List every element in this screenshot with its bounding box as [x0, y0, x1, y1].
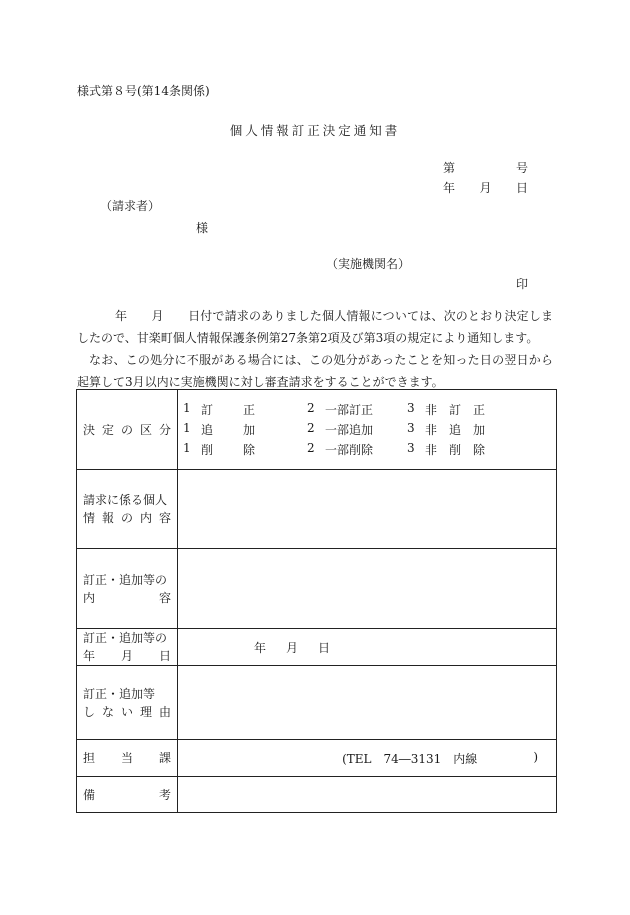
staff-value-field[interactable]: [178, 740, 557, 777]
remarks-label: 備 考: [83, 787, 171, 802]
content-label-cell: [77, 470, 178, 549]
correction-label-cell: [77, 549, 178, 629]
agency-label: （実施機関名）: [326, 257, 411, 271]
notice-paragraph: 年 月 日付で請求のありました個人情報については、次のとおり決定しましたので、甘楽町個人情報保護条例第27条第2項及び第3項の規定により通知します。: [77, 309, 553, 345]
correction-date-field[interactable]: [178, 629, 557, 666]
reason-label-cell: [77, 666, 178, 740]
remarks-value-field[interactable]: [178, 777, 557, 813]
document-number: [443, 162, 528, 174]
document-date: [443, 182, 528, 194]
table-row-correction: [77, 549, 557, 629]
table-row-remarks: [77, 777, 557, 813]
correction-date-label-line1: 訂正・追加等の: [83, 631, 168, 645]
reason-label-line2: し な い 理 由: [83, 704, 171, 719]
requester-honorific: 様: [196, 221, 209, 235]
staff-label: 担 当 課: [83, 751, 171, 765]
seal-mark: 印: [516, 277, 529, 291]
document-date-month: 月: [479, 181, 492, 195]
document-number-suffix: 号: [515, 161, 528, 175]
correction-date-month: 月: [286, 640, 299, 655]
reason-label-line1: 訂正・追加等: [83, 686, 156, 701]
correction-date-day: 日: [318, 640, 331, 655]
reason-value-field[interactable]: [178, 666, 557, 740]
table-row-content: [77, 470, 557, 549]
staff-label-cell: [77, 740, 178, 777]
correction-date-year: 年: [254, 640, 267, 655]
content-label-line1: 請求に係る個人: [83, 493, 168, 507]
correction-value-field[interactable]: [178, 549, 557, 629]
content-label-line2: 情 報 の 内 容: [83, 511, 171, 525]
requester-label: （請求者）: [100, 199, 161, 213]
remarks-label-cell: [77, 777, 178, 813]
form-number: 様式第８号(第14条関係): [77, 84, 210, 98]
correction-date-label-line2: 年 月 日: [83, 649, 171, 663]
decision-label: 決 定 の 区 分: [83, 422, 171, 437]
decision-option-row: 1 追 加 2 一部追加 3 非 追 加: [183, 421, 485, 437]
table-row-staff: [77, 740, 557, 777]
correction-label-line2: 内 容: [83, 590, 171, 605]
document-number-prefix: 第: [443, 161, 456, 175]
decision-options-cell: [178, 390, 557, 470]
decision-table: [76, 389, 557, 813]
document-date-day: 日: [515, 181, 528, 195]
content-value-field[interactable]: [178, 470, 557, 549]
appeal-paragraph: なお、この処分に不服がある場合には、この処分があったことを知った日の翌日から起算して3月以内に実施機関に対し審査請求をすることができます。: [77, 353, 553, 389]
table-row-reason: [77, 666, 557, 740]
correction-label-line1: 訂正・追加等の: [83, 572, 168, 587]
tel-close: ): [533, 749, 538, 764]
table-row-correction-date: [77, 629, 557, 666]
table-row-decision: [77, 390, 557, 470]
decision-option-row: 1 訂 正 2 一部訂正 3 非 訂 正: [183, 401, 485, 417]
decision-label-cell: [77, 390, 178, 470]
correction-date-label-cell: [77, 629, 178, 666]
decision-option-row: 1 削 除 2 一部削除 3 非 削 除: [183, 441, 485, 457]
tel-number: (TEL 74―3131 内線: [342, 751, 478, 766]
page-title: 個人情報訂正決定通知書: [229, 123, 401, 138]
document-date-year: 年: [443, 181, 456, 195]
